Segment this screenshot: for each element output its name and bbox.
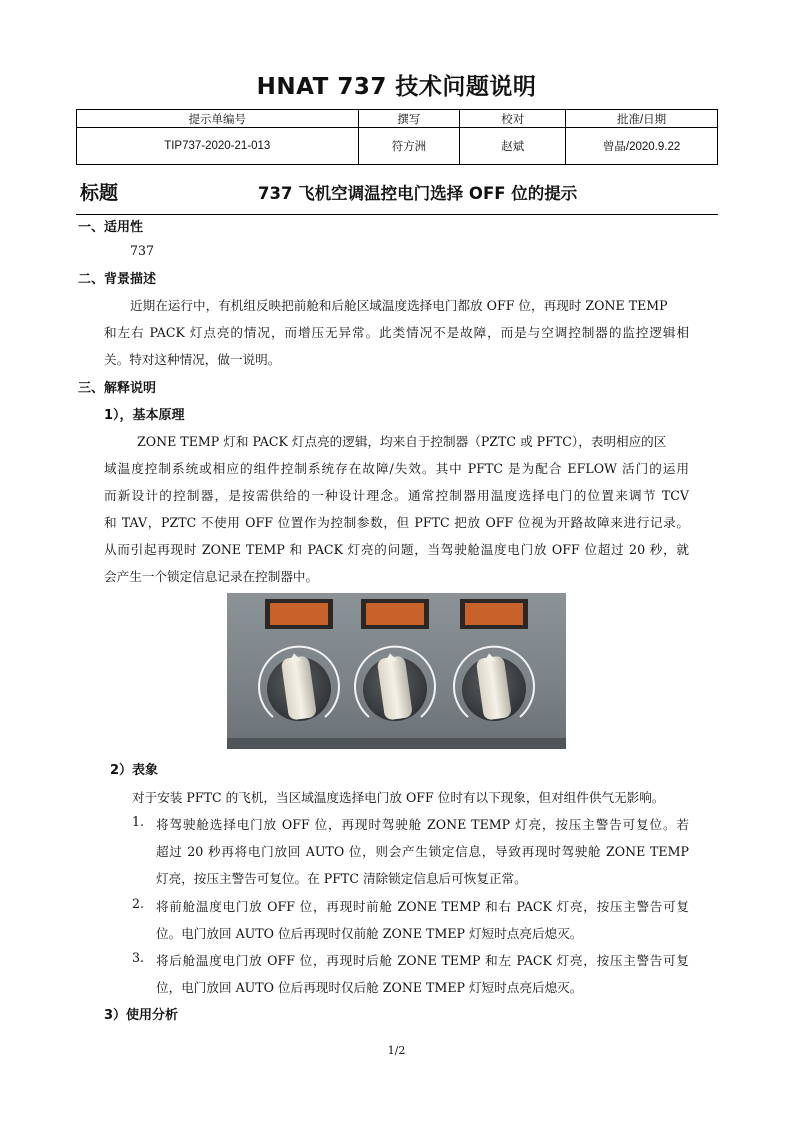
subsection-usage-analysis-heading: 3）使用分析 — [104, 1008, 179, 1023]
paragraph-line: 近期在运行中，有机组反映把前舱和后舱区域温度选择电门都放 OFF 位，再现时 ZONE TEMP — [130, 298, 668, 313]
info-table-value-row — [77, 128, 718, 165]
section-applicability-body: 737 — [130, 243, 155, 258]
list-item-line: 将驾驶舱选择电门放 OFF 位，再现时驾驶舱 ZONE TEMP 灯亮，按压主警告可复位。若 — [156, 817, 689, 832]
panel-illustration — [227, 593, 566, 749]
list-item-number: 2. — [132, 896, 145, 911]
value-approval-date: 曾晶/2020.9.22 — [566, 128, 718, 165]
paragraph-line: ZONE TEMP 灯和 PACK 灯点亮的逻辑，均来自于控制器（PZTC 或 PFTC），表明相应的区 — [137, 434, 667, 449]
subject-label: 标题 — [80, 182, 119, 204]
header-tip-number: 提示单编号 — [77, 110, 359, 128]
header-author: 撰写 — [358, 110, 460, 128]
value-tip-number: TIP737-2020-21-013 — [77, 128, 359, 165]
value-proofreader: 赵斌 — [460, 128, 566, 165]
paragraph-line: 对于安装 PFTC 的飞机，当区域温度选择电门放 OFF 位时有以下现象，但对组件供气无影响。 — [132, 790, 665, 805]
subject-row — [76, 172, 718, 215]
section-explanation-heading: 三、解释说明 — [78, 381, 157, 396]
list-item-number: 3. — [132, 950, 145, 965]
paragraph-line: 会产生一个锁定信息记录在控制器中。 — [104, 569, 319, 584]
page-number: 1/2 — [387, 1044, 406, 1057]
paragraph-line: 从而引起再现时 ZONE TEMP 和 PACK 灯亮的问题，当驾驶舱温度电门放 OFF 位超过 20 秒，就 — [104, 542, 689, 557]
info-table — [76, 109, 718, 165]
subsection-principle-heading: 1），基本原理 — [104, 408, 185, 423]
list-item-line: 灯亮，按压主警告可复位。在 PFTC 清除锁定信息后可恢复正常。 — [156, 871, 527, 886]
list-item-line: 位。电门放回 AUTO 位后再现时仅前舱 ZONE TMEP 灯短时点亮后熄灭。 — [156, 926, 583, 941]
info-table-header-row — [77, 110, 718, 128]
paragraph-line: 和左右 PACK 灯点亮的情况，而增压无异常。此类情况不是故障，而是与空调控制器的监控逻辑相 — [104, 325, 689, 340]
section-applicability-heading: 一、适用性 — [78, 220, 144, 235]
list-item-line: 将后舱温度电门放 OFF 位，再现时后舱 ZONE TEMP 和左 PACK 灯亮，按压主警告可复 — [156, 953, 689, 968]
subsection-symptoms-heading: 2）表象 — [110, 763, 159, 778]
list-item-number: 1. — [132, 814, 145, 829]
header-proofreader: 校对 — [460, 110, 566, 128]
paragraph-line: 关。特对这种情况，做一说明。 — [104, 352, 281, 367]
section-background-heading: 二、背景描述 — [78, 272, 157, 287]
value-author: 符方洲 — [358, 128, 460, 165]
list-item-line: 将前舱温度电门放 OFF 位，再现时前舱 ZONE TEMP 和右 PACK 灯亮，按压主警告可复 — [156, 899, 689, 914]
paragraph-line: 和 TAV，PZTC 不使用 OFF 位置作为控制参数，但 PFTC 把放 OFF 位视为开路故障来进行记录。 — [104, 515, 689, 530]
subject-text: 737 飞机空调温控电门选择 OFF 位的提示 — [258, 184, 578, 203]
paragraph-line: 域温度控制系统或相应的组件控制系统存在故障/失效。其中 PFTC 是为配合 EFLOW 活门的运用 — [104, 461, 689, 476]
paragraph-line: 而新设计的控制器，是按需供给的一种设计理念。通常控制器用温度选择电门的位置来调节 TCV — [104, 488, 689, 503]
header-approval-date: 批准/日期 — [566, 110, 718, 128]
list-item-line: 超过 20 秒再将电门放回 AUTO 位，则会产生锁定信息，导致再现时驾驶舱 ZONE TEMP — [156, 844, 689, 859]
list-item-line: 位，电门放回 AUTO 位后再现时仅后舱 ZONE TMEP 灯短时点亮后熄灭。 — [156, 980, 583, 995]
document-title: HNAT 737 技术问题说明 — [256, 74, 537, 100]
temperature-panel-photo — [227, 593, 566, 749]
